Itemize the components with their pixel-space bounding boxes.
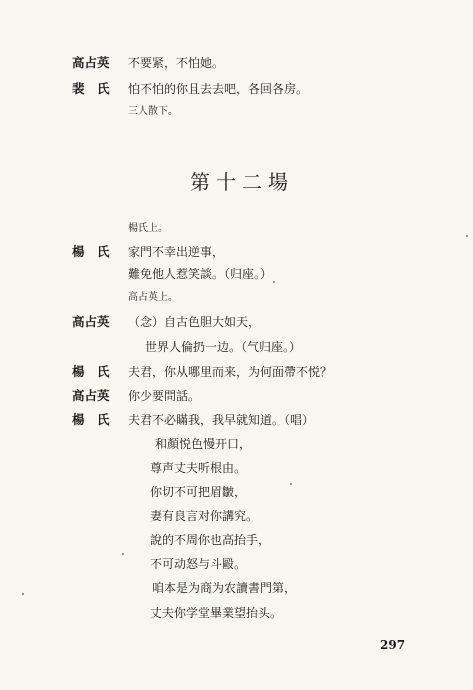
dialogue-line: 家門不幸出逆事，	[128, 245, 225, 259]
speaker-yang-2: 楊 氏	[72, 364, 110, 379]
dialogue-line: 怕不怕的你且去去吧，各回各房。	[128, 82, 309, 96]
verse-line: 丈夫你学堂畢業望抬头。	[150, 606, 283, 620]
dialogue-line: （念）自古色胆大如天，	[128, 315, 261, 329]
verse-line: 尊声丈夫听根由。	[150, 461, 247, 475]
print-speck	[273, 281, 275, 283]
verse-line: 妻有良言对你講究。	[150, 509, 259, 523]
print-speck	[122, 553, 124, 555]
verse-line: 咱本是为商为农讀書門第，	[152, 581, 297, 595]
verse-line: 不可动怒与斗毆。	[150, 557, 247, 571]
print-speck	[466, 235, 468, 237]
speaker-yang-1: 楊 氏	[72, 244, 110, 259]
print-speck	[22, 593, 24, 595]
stage-direction: 三人散下。	[128, 106, 178, 117]
scene-title: 第十二場	[190, 170, 294, 194]
stage-direction: 高占英上。	[128, 292, 178, 303]
stage-direction: 楊氏上。	[128, 223, 168, 234]
speaker-yang-3: 楊 氏	[72, 412, 110, 427]
page-number: 297	[380, 638, 406, 652]
speaker-gao-2: 高占英	[72, 314, 110, 329]
dialogue-line: 難免他人惹笑談。（归座。）	[128, 267, 273, 281]
dialogue-line: 不要紧，不怕她。	[128, 56, 225, 70]
speaker-pei: 裴 氏	[72, 81, 110, 96]
dialogue-line: 世界人倫扔一边。（气归座。）	[145, 340, 302, 354]
dialogue-line: 夫君不必瞞我，我早就知道。（唱）	[128, 413, 315, 427]
speaker-gao-3: 高占英	[72, 388, 110, 403]
verse-line: 你切不可把眉皺，	[150, 485, 247, 499]
speaker-gao-1: 高占英	[72, 55, 110, 70]
dialogue-line: 你少要問話。	[128, 389, 201, 403]
print-speck	[290, 483, 292, 485]
dialogue-line: 夫君，你从哪里而来，为何面帶不悦？	[128, 365, 333, 379]
verse-line: 說的不周你也高抬手，	[150, 533, 271, 547]
verse-line: 和顏悦色慢开口，	[155, 437, 252, 451]
